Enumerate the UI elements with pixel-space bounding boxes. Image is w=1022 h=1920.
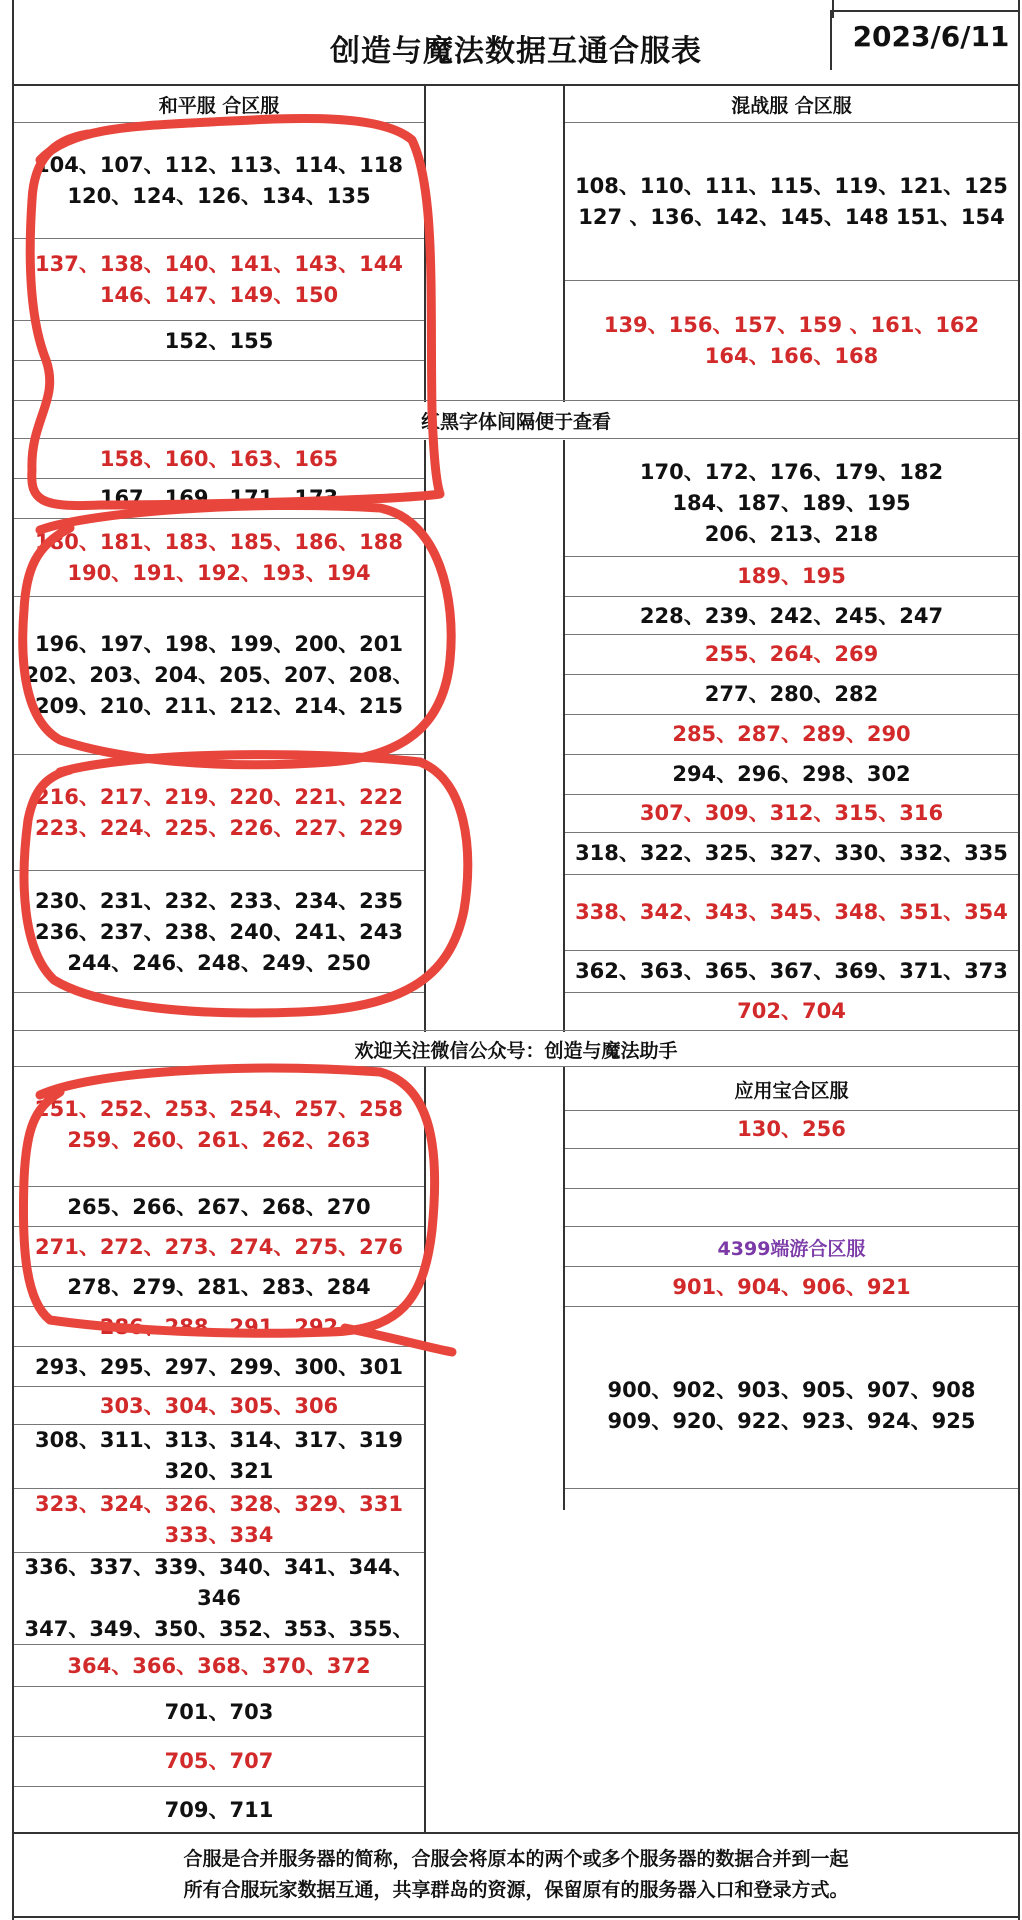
color-note-text: 红黑字体间隔便于查看 [420, 410, 611, 433]
left-group-216 [14, 775, 424, 851]
server-list-line: 170、172、176、179、182 [639, 459, 944, 484]
grid-line [565, 122, 1018, 123]
grid-line [14, 122, 424, 123]
server-list-line: 180、181、183、185、186、188 [34, 530, 403, 554]
server-list-line: 285、287、289、290 [672, 721, 911, 746]
right-group-294 [565, 754, 1018, 794]
table-date [846, 12, 1016, 60]
server-list-line: 196、197、198、199、200、201 [34, 631, 403, 656]
grid-line [565, 280, 1018, 281]
server-list-line: 277、280、282 [704, 681, 879, 706]
left-group-152 [14, 322, 424, 360]
color-note [14, 402, 1018, 438]
server-list-line: 318、322、325、327、330、332、335 [575, 840, 1008, 865]
server-list-line: 294、296、298、302 [672, 761, 911, 786]
server-list-line: 104、107、112、113、114、118 [34, 153, 403, 177]
server-list-line: 255、264、269 [704, 641, 879, 666]
left-group-167 [14, 479, 424, 517]
left-group-251 [14, 1078, 424, 1172]
server-list-line: 137、138、140、141、143、144 [34, 252, 403, 276]
right-group-139 [565, 282, 1018, 400]
server-list-line: 286、288、291、292 [99, 1314, 339, 1339]
grid-line [565, 1488, 1018, 1489]
server-list-line: 130、256 [737, 1116, 846, 1141]
right-header-text: 混战服 合区服 [731, 94, 852, 117]
server-list-line: 709、711 [164, 1797, 274, 1822]
left-group-158 [14, 440, 424, 478]
footer-line-2: 所有合服玩家数据互通，共享群岛的资源，保留原有的服务器入口和登录方式。 [183, 1879, 849, 1901]
server-list-line: 152、155 [164, 328, 274, 353]
server-list-line: 702、704 [737, 998, 846, 1023]
server-list-line: 146、147、149、150 [99, 283, 339, 307]
left-group-137 [14, 240, 424, 320]
server-list-line: 209、210、211、212、214、215 [34, 693, 403, 718]
server-list-line: 244、246、248、249、250 [67, 950, 371, 975]
table-right-border [1018, 0, 1020, 1920]
grid-line [14, 438, 1018, 439]
server-list-line: 336、337、339、340、341、344、 [24, 1554, 414, 1579]
title-bottom-line [12, 84, 1020, 86]
server-list-line: 271、272、273、274、275、276 [34, 1234, 403, 1259]
server-list-line: 308、311、313、314、317、319 [34, 1428, 403, 1452]
right-group-318 [565, 832, 1018, 874]
right-group-130 [565, 1110, 1018, 1148]
server-list-line: 346 [197, 1585, 241, 1610]
table-title-text: 创造与魔法数据互通合服表 [330, 34, 702, 69]
server-list-line: 216、217、219、220、221、222 [34, 785, 403, 809]
left-group-180 [14, 520, 424, 596]
right-group-338 [565, 874, 1018, 950]
footer-note [14, 1834, 1018, 1916]
server-list-line: 189、195 [737, 563, 846, 588]
right-group-362 [565, 950, 1018, 992]
right-group-170 [565, 440, 1018, 566]
server-list-line: 364、366、368、370、372 [67, 1653, 371, 1678]
left-group-286 [14, 1307, 424, 1347]
grid-line [14, 754, 424, 755]
server-list-line: 362、363、365、367、369、371、373 [575, 958, 1008, 983]
server-list-line: 307、309、312、315、316 [639, 800, 944, 825]
grid-line [14, 992, 424, 993]
server-list-line: 120、124、126、134、135 [67, 184, 371, 208]
grid-line [14, 238, 424, 239]
h4399-header [565, 1226, 1018, 1268]
left-header-text: 和平服 合区服 [158, 94, 280, 117]
right-group-285 [565, 714, 1018, 754]
column-divider-a [424, 84, 426, 402]
server-list-line: 347、349、350、352、353、355、 [24, 1616, 414, 1641]
server-list-line: 909、920、922、923、924、925 [607, 1409, 976, 1433]
left-group-104 [14, 126, 424, 236]
server-list-line: 320、321 [164, 1459, 274, 1483]
table-bottom-border [12, 1916, 1020, 1918]
wechat-note [14, 1032, 1018, 1066]
column-divider-c [424, 440, 426, 1032]
right-group-228 [565, 596, 1018, 636]
right-group-108 [565, 124, 1018, 280]
right-group-702 [565, 992, 1018, 1030]
left-group-196 [14, 620, 424, 730]
left-group-709 [14, 1787, 424, 1833]
right-group-900 [565, 1346, 1018, 1466]
right-header [565, 88, 1018, 120]
footer-line-1: 合服是合并服务器的简称，合服会将原本的两个或多个服务器的数据合并到一起 [183, 1848, 849, 1870]
server-list-line: 259、260、261、262、263 [67, 1128, 371, 1152]
column-divider-e [424, 1066, 426, 1832]
server-list-line: 158、160、163、165 [99, 446, 339, 471]
server-list-line: 190、191、192、193、194 [67, 561, 371, 585]
server-list-line: 127 、136、142、145、148 151、154 [578, 205, 1005, 229]
left-group-308 [14, 1424, 424, 1488]
server-list-line: 251、252、253、254、257、258 [34, 1097, 403, 1121]
server-list-line: 202、203、204、205、207、208、 [24, 662, 414, 687]
left-group-323 [14, 1488, 424, 1552]
grid-line [565, 1306, 1018, 1307]
server-list-line: 701、703 [164, 1699, 274, 1724]
grid-line [14, 1030, 1018, 1031]
server-list-line: 167、169、171、173 [99, 485, 339, 510]
h4399-header-text: 4399端游合区服 [717, 1237, 866, 1260]
grid-line [14, 400, 1018, 401]
server-list-line: 323、324、326、328、329、331 [34, 1492, 403, 1516]
server-list-line: 139、156、157、159 、161、162 [603, 313, 980, 337]
left-group-303 [14, 1387, 424, 1425]
server-list-line: 230、231、232、233、234、235 [34, 888, 403, 913]
left-group-701 [14, 1687, 424, 1737]
server-list-line: 206、213、218 [704, 521, 879, 546]
right-group-189 [565, 556, 1018, 596]
grid-line [14, 870, 424, 871]
server-list-line: 236、237、238、240、241、243 [34, 919, 403, 944]
wechat-note-text: 欢迎关注微信公众号：创造与魔法助手 [354, 1039, 678, 1062]
right-group-255 [565, 634, 1018, 674]
left-group-230 [14, 880, 424, 984]
server-list-line: 303、304、305、306 [99, 1393, 339, 1418]
server-list-line: 333、334 [164, 1523, 274, 1547]
server-list-line: 265、266、267、268、270 [67, 1194, 371, 1219]
left-group-278 [14, 1267, 424, 1307]
grid-line [565, 1188, 1018, 1189]
grid-line [14, 518, 424, 519]
left-group-293 [14, 1347, 424, 1387]
left-group-271 [14, 1227, 424, 1267]
server-list-line: 901、904、906、921 [672, 1274, 911, 1299]
yyb-header-text: 应用宝合区服 [734, 1079, 849, 1102]
table-date-text: 2023/6/11 [852, 19, 1010, 53]
grid-line [14, 320, 424, 321]
yyb-header [565, 1068, 1018, 1110]
top-grid-stub [832, 0, 834, 18]
server-list-line: 278、279、281、283、284 [67, 1274, 371, 1299]
server-list-line: 900、902、903、905、907、908 [607, 1378, 976, 1402]
grid-line [565, 1148, 1018, 1149]
right-group-901 [565, 1267, 1018, 1307]
server-list-line: 223、224、225、226、227、229 [34, 816, 403, 840]
left-group-705 [14, 1737, 424, 1785]
server-list-line: 293、295、297、299、300、301 [34, 1354, 403, 1379]
left-group-265 [14, 1187, 424, 1227]
server-list-line: 705、707 [164, 1748, 274, 1773]
right-group-277 [565, 674, 1018, 714]
server-list-line: 184、187、189、195 [672, 490, 911, 515]
grid-line [14, 596, 424, 597]
server-list-line: 164、166、168 [704, 344, 879, 368]
left-group-364 [14, 1645, 424, 1687]
server-list-line: 228、239、242、245、247 [639, 603, 944, 628]
server-list-line: 108、110、111、115、119、121、125 [575, 174, 1008, 198]
server-list-line: 338、342、343、345、348、351、354 [575, 899, 1008, 924]
grid-line [14, 360, 424, 361]
left-group-336 [14, 1552, 424, 1644]
right-group-307 [565, 794, 1018, 832]
left-header [14, 88, 424, 120]
grid-line [14, 1066, 1018, 1067]
